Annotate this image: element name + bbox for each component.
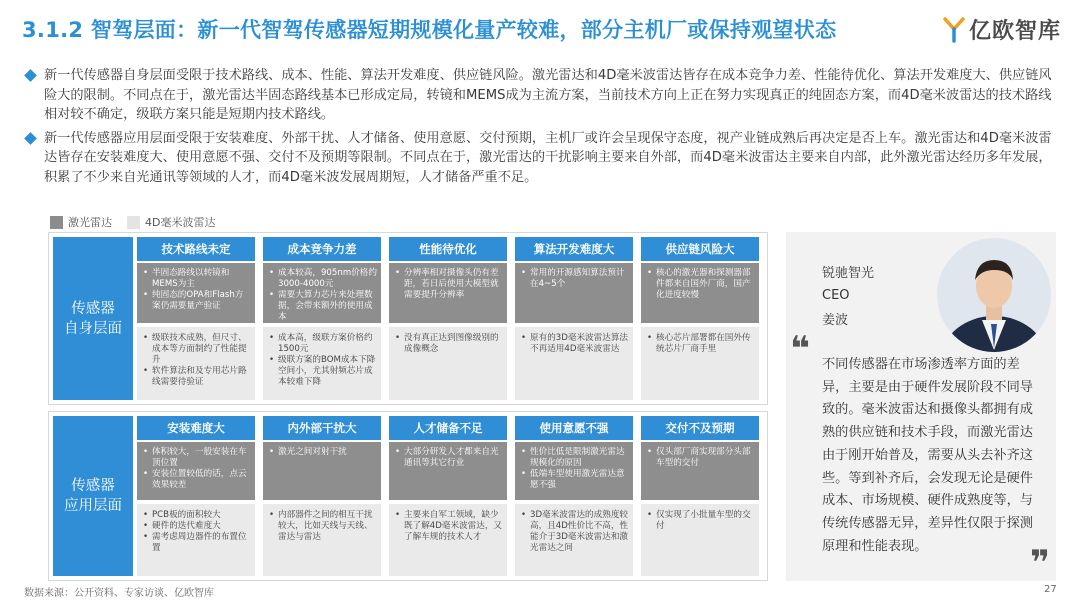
- bullet-item: [24, 66, 1060, 125]
- open-quote-icon: ❝: [790, 329, 810, 369]
- bullet-item: [24, 129, 1060, 188]
- column-header: 安装难度大: [137, 416, 255, 440]
- lidar-point: • 低端车型使用激光雷达意愿不强: [521, 469, 629, 491]
- lidar-box: [263, 442, 381, 500]
- column-header: 技术路线未定: [137, 237, 255, 261]
- column-header: 性能待优化: [389, 237, 507, 261]
- radar-point: • 级联方案的BOM成本下降空间小，尤其射频芯片成本较难下降: [269, 355, 377, 388]
- radar-box: [137, 504, 255, 576]
- bullet-text: 新一代传感器应用层面受限于安装难度、外部干扰、人才储备、使用意愿、交付预期，主机厂或许会呈现保守态度，视产业链成熟后再决定是否上车。激光雷达和4D毫米波雷达皆存在安装难度大、使用意愿不强、交付不及预期等限制。不同点在于，激光雷达的干扰影响主要来自外部，而4D毫米波雷达主要来自内部，此外激光雷达经历多年发展，积累了不少来自光通讯等领域的人才，而4D毫米波发展周期短，人才储备严重不足。: [44, 130, 1052, 185]
- lidar-point: • 常用的开源感知算法预计在4~5个: [521, 268, 629, 290]
- category-column: [263, 237, 381, 400]
- radar-box: [389, 504, 507, 576]
- row-header: [53, 237, 133, 400]
- lidar-point: • 性价比低是限制激光雷达规模化的原因: [521, 447, 629, 469]
- lidar-point: • 大部分研发人才都来自光通讯等其它行业: [395, 447, 503, 469]
- radar-box: [263, 504, 381, 576]
- lidar-point: • 需要大算力芯片来处理数据，会带来额外的使用成本: [269, 290, 377, 323]
- radar-point: • 成本高，级联方案价格约1500元: [269, 333, 377, 355]
- row-header: [53, 416, 133, 576]
- radar-point: • 原有的3D毫米波雷达算法不再适用4D毫米波雷达: [521, 333, 629, 355]
- radar-point: • 级联技术成熟，但尺寸、成本等方面制约了性能提升: [143, 333, 251, 366]
- category-column: [137, 237, 255, 400]
- category-column: [515, 237, 633, 400]
- category-column: [515, 416, 633, 576]
- lidar-point: • 成本较高，905nm价格约3000-4000元: [269, 268, 377, 290]
- category-column: [389, 237, 507, 400]
- lidar-box: [641, 263, 759, 323]
- radar-point: • 内部器件之间的相互干扰较大，比如天线与天线、雷达与雷达: [269, 510, 377, 543]
- legend-label-radar: 4D毫米波雷达: [145, 216, 216, 229]
- category-column: [389, 416, 507, 576]
- radar-box: [515, 504, 633, 576]
- row-header-line: 自身层面: [64, 320, 122, 337]
- legend-swatch-lidar: [50, 216, 63, 229]
- radar-point: • 硬件的迭代难度大: [143, 521, 251, 532]
- radar-box: [515, 327, 633, 400]
- column-header: 内外部干扰大: [263, 416, 381, 440]
- lidar-box: [389, 442, 507, 500]
- row-header-line: 传感器: [71, 478, 115, 494]
- lidar-point: • 仅头部厂商实现部分头部车型的交付: [647, 447, 755, 469]
- row-header-line: 应用层面: [64, 498, 122, 514]
- column-header: 成本竞争力差: [263, 237, 381, 261]
- lidar-point: • 纯固态的OPA和Flash方案仍需要量产验证: [143, 290, 251, 312]
- logo-text: 亿欧智库: [969, 19, 1062, 44]
- radar-point: • 仅实现了小批量车型的交付: [647, 510, 755, 532]
- yiou-logo-icon: [943, 16, 965, 44]
- page-title: 3.1.2 智驾层面：新一代智驾传感器短期规模化量产较难，部分主机厂或保持观望状态: [22, 18, 837, 42]
- category-column: [263, 416, 381, 576]
- lidar-point: • 核心的激光器和探测器部件都来自国外厂商，国产化进度较慢: [647, 268, 755, 301]
- source-note: 数据来源：公开资料、专家访谈、亿欧智库: [24, 588, 214, 599]
- panel-self-level: [48, 232, 768, 405]
- radar-point: • PCB板的面积较大: [143, 510, 251, 521]
- radar-point: • 需考虑周边器件的布置位置: [143, 532, 251, 554]
- quote-text: 不同传感器在市场渗透率方面的差异，主要是由于硬件发展阶段不同导致的。毫米波雷达和摄像头都拥有成熟的供应链和技术手段，而激光雷达由于刚开始普及，需要从头去补齐这些。等到补齐后，会发现无论是硬件成本、市场规模、硬件成熟度等，与传统传感器无异，差异性仅限于探测原理和性能表现。: [822, 357, 1033, 554]
- quote-role: CEO: [822, 288, 850, 303]
- radar-box: [263, 327, 381, 400]
- radar-point: • 软件算法和及专用芯片路线需要待验证: [143, 366, 251, 388]
- column-header: 人才储备不足: [389, 416, 507, 440]
- radar-point: • 3D毫米波雷达的成熟度较高，且4D性价比不高，性能介于3D毫米波雷达和激光雷达之间: [521, 510, 629, 554]
- lidar-box: [641, 442, 759, 500]
- legend: [50, 214, 215, 230]
- category-column: [137, 416, 255, 576]
- lidar-box: [389, 263, 507, 323]
- brand-logo: [943, 14, 1061, 45]
- category-column: [641, 416, 759, 576]
- close-quote-icon: ❞: [1030, 543, 1050, 583]
- avatar: [937, 238, 1051, 352]
- legend-swatch-radar: [127, 216, 140, 229]
- lidar-point: • 半固态路线以转镜和MEMS为主: [143, 268, 251, 290]
- lidar-point: • 安装位置较低的话，点云效果较差: [143, 469, 251, 491]
- lidar-point: • 分辨率相对摄像头仍有差距，若日后使用大模型就需要提升分辨率: [395, 268, 503, 301]
- diamond-bullet-icon: [24, 132, 37, 145]
- lidar-box: [263, 263, 381, 323]
- legend-label-lidar: 激光雷达: [68, 216, 112, 229]
- radar-box: [389, 327, 507, 400]
- radar-box: [137, 327, 255, 400]
- diamond-bullet-icon: [24, 69, 37, 82]
- column-header: 供应链风险大: [641, 237, 759, 261]
- lidar-box: [515, 442, 633, 500]
- bullet-text: 新一代传感器自身层面受限于技术路线、成本、性能、算法开发难度、供应链风险。激光雷达和4D毫米波雷达皆存在成本竞争力差、性能待优化、算法开发难度大、供应链风险大的限制。不同点在于，激光雷达半固态路线基本已形成定局，转镜和MEMS成为主流方案，当前技术方向上正在努力实现真正的纯固态方案，而4D毫米波雷达的技术路线相对较不确定，级联方案只能是短期内技术路线。: [44, 68, 1052, 123]
- quote-person: 姜波: [822, 313, 849, 328]
- lidar-point: • 激光之间对射干扰: [269, 447, 377, 458]
- column-header: 使用意愿不强: [515, 416, 633, 440]
- page-number: 27: [1044, 584, 1057, 595]
- lidar-box: [137, 442, 255, 500]
- lidar-box: [137, 263, 255, 323]
- radar-point: • 没有真正达到图像级别的成像概念: [395, 333, 503, 355]
- radar-point: • 主要来自军工领域，缺少既了解4D毫米波雷达，又了解车规的技术人才: [395, 510, 503, 543]
- lidar-box: [515, 263, 633, 323]
- summary-bullets: [24, 66, 1060, 192]
- category-column: [641, 237, 759, 400]
- radar-point: • 核心芯片部署都在国外传统芯片厂商手里: [647, 333, 755, 355]
- lidar-point: • 体积较大，一般安装在车顶位置: [143, 447, 251, 469]
- panel-application-level: [48, 411, 768, 581]
- column-header: 交付不及预期: [641, 416, 759, 440]
- column-header: 算法开发难度大: [515, 237, 633, 261]
- radar-box: [641, 327, 759, 400]
- radar-box: [641, 504, 759, 576]
- row-header-line: 传感器: [71, 300, 115, 317]
- quote-company: 锐驰智光: [822, 266, 875, 281]
